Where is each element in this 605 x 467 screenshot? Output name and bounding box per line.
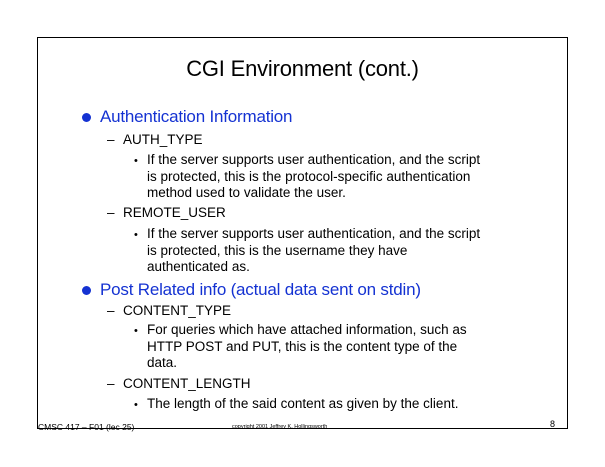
env-var-description	[147, 152, 480, 202]
section-heading: Post Related info (actual data sent on stdin)	[100, 280, 421, 299]
slide-title: CGI Environment (cont.)	[186, 56, 419, 81]
dash-marker: –	[107, 132, 115, 147]
env-var-name: AUTH_TYPE	[123, 132, 203, 147]
bullet-marker: •	[134, 399, 138, 411]
env-var-description	[147, 226, 480, 276]
description-line: authenticated as.	[147, 259, 250, 274]
description-line: HTTP POST and PUT, this is the content type of the	[147, 338, 458, 354]
description-line: For queries which have attached information, such as	[147, 322, 467, 337]
description-line: The length of the said content as given by the client.	[147, 396, 459, 411]
env-var-name: CONTENT_LENGTH	[123, 376, 251, 391]
env-var-name: REMOTE_USER	[123, 205, 226, 220]
section-heading: Authentication Information	[100, 107, 293, 126]
bullet-marker: •	[134, 155, 138, 167]
env-var-name: CONTENT_TYPE	[123, 303, 232, 318]
description-line: is protected, this is the protocol-specific authentication	[147, 168, 471, 184]
dash-marker: –	[107, 205, 115, 220]
section-bullet-icon	[82, 113, 91, 122]
description-line: data.	[147, 355, 178, 370]
env-var-description	[147, 396, 458, 413]
description-line: is protected, this is the username they have	[147, 242, 408, 258]
course-footer: CMSC 417 – F01 (lec 25)	[38, 422, 135, 432]
env-var-description	[147, 322, 467, 372]
description-line: If the server supports user authentication, and the script	[147, 226, 481, 241]
description-line: method used to validate the user.	[147, 185, 346, 200]
dash-marker: –	[107, 303, 115, 318]
page-number: 8	[550, 419, 556, 429]
description-line: If the server supports user authentication, and the script	[147, 152, 481, 167]
dash-marker: –	[107, 376, 115, 391]
bullet-marker: •	[134, 229, 138, 241]
section-bullet-icon	[82, 286, 91, 295]
bullet-marker: •	[134, 325, 138, 337]
copyright-notice: copyright 2001 Jeffrey K. Hollingsworth	[232, 424, 328, 430]
